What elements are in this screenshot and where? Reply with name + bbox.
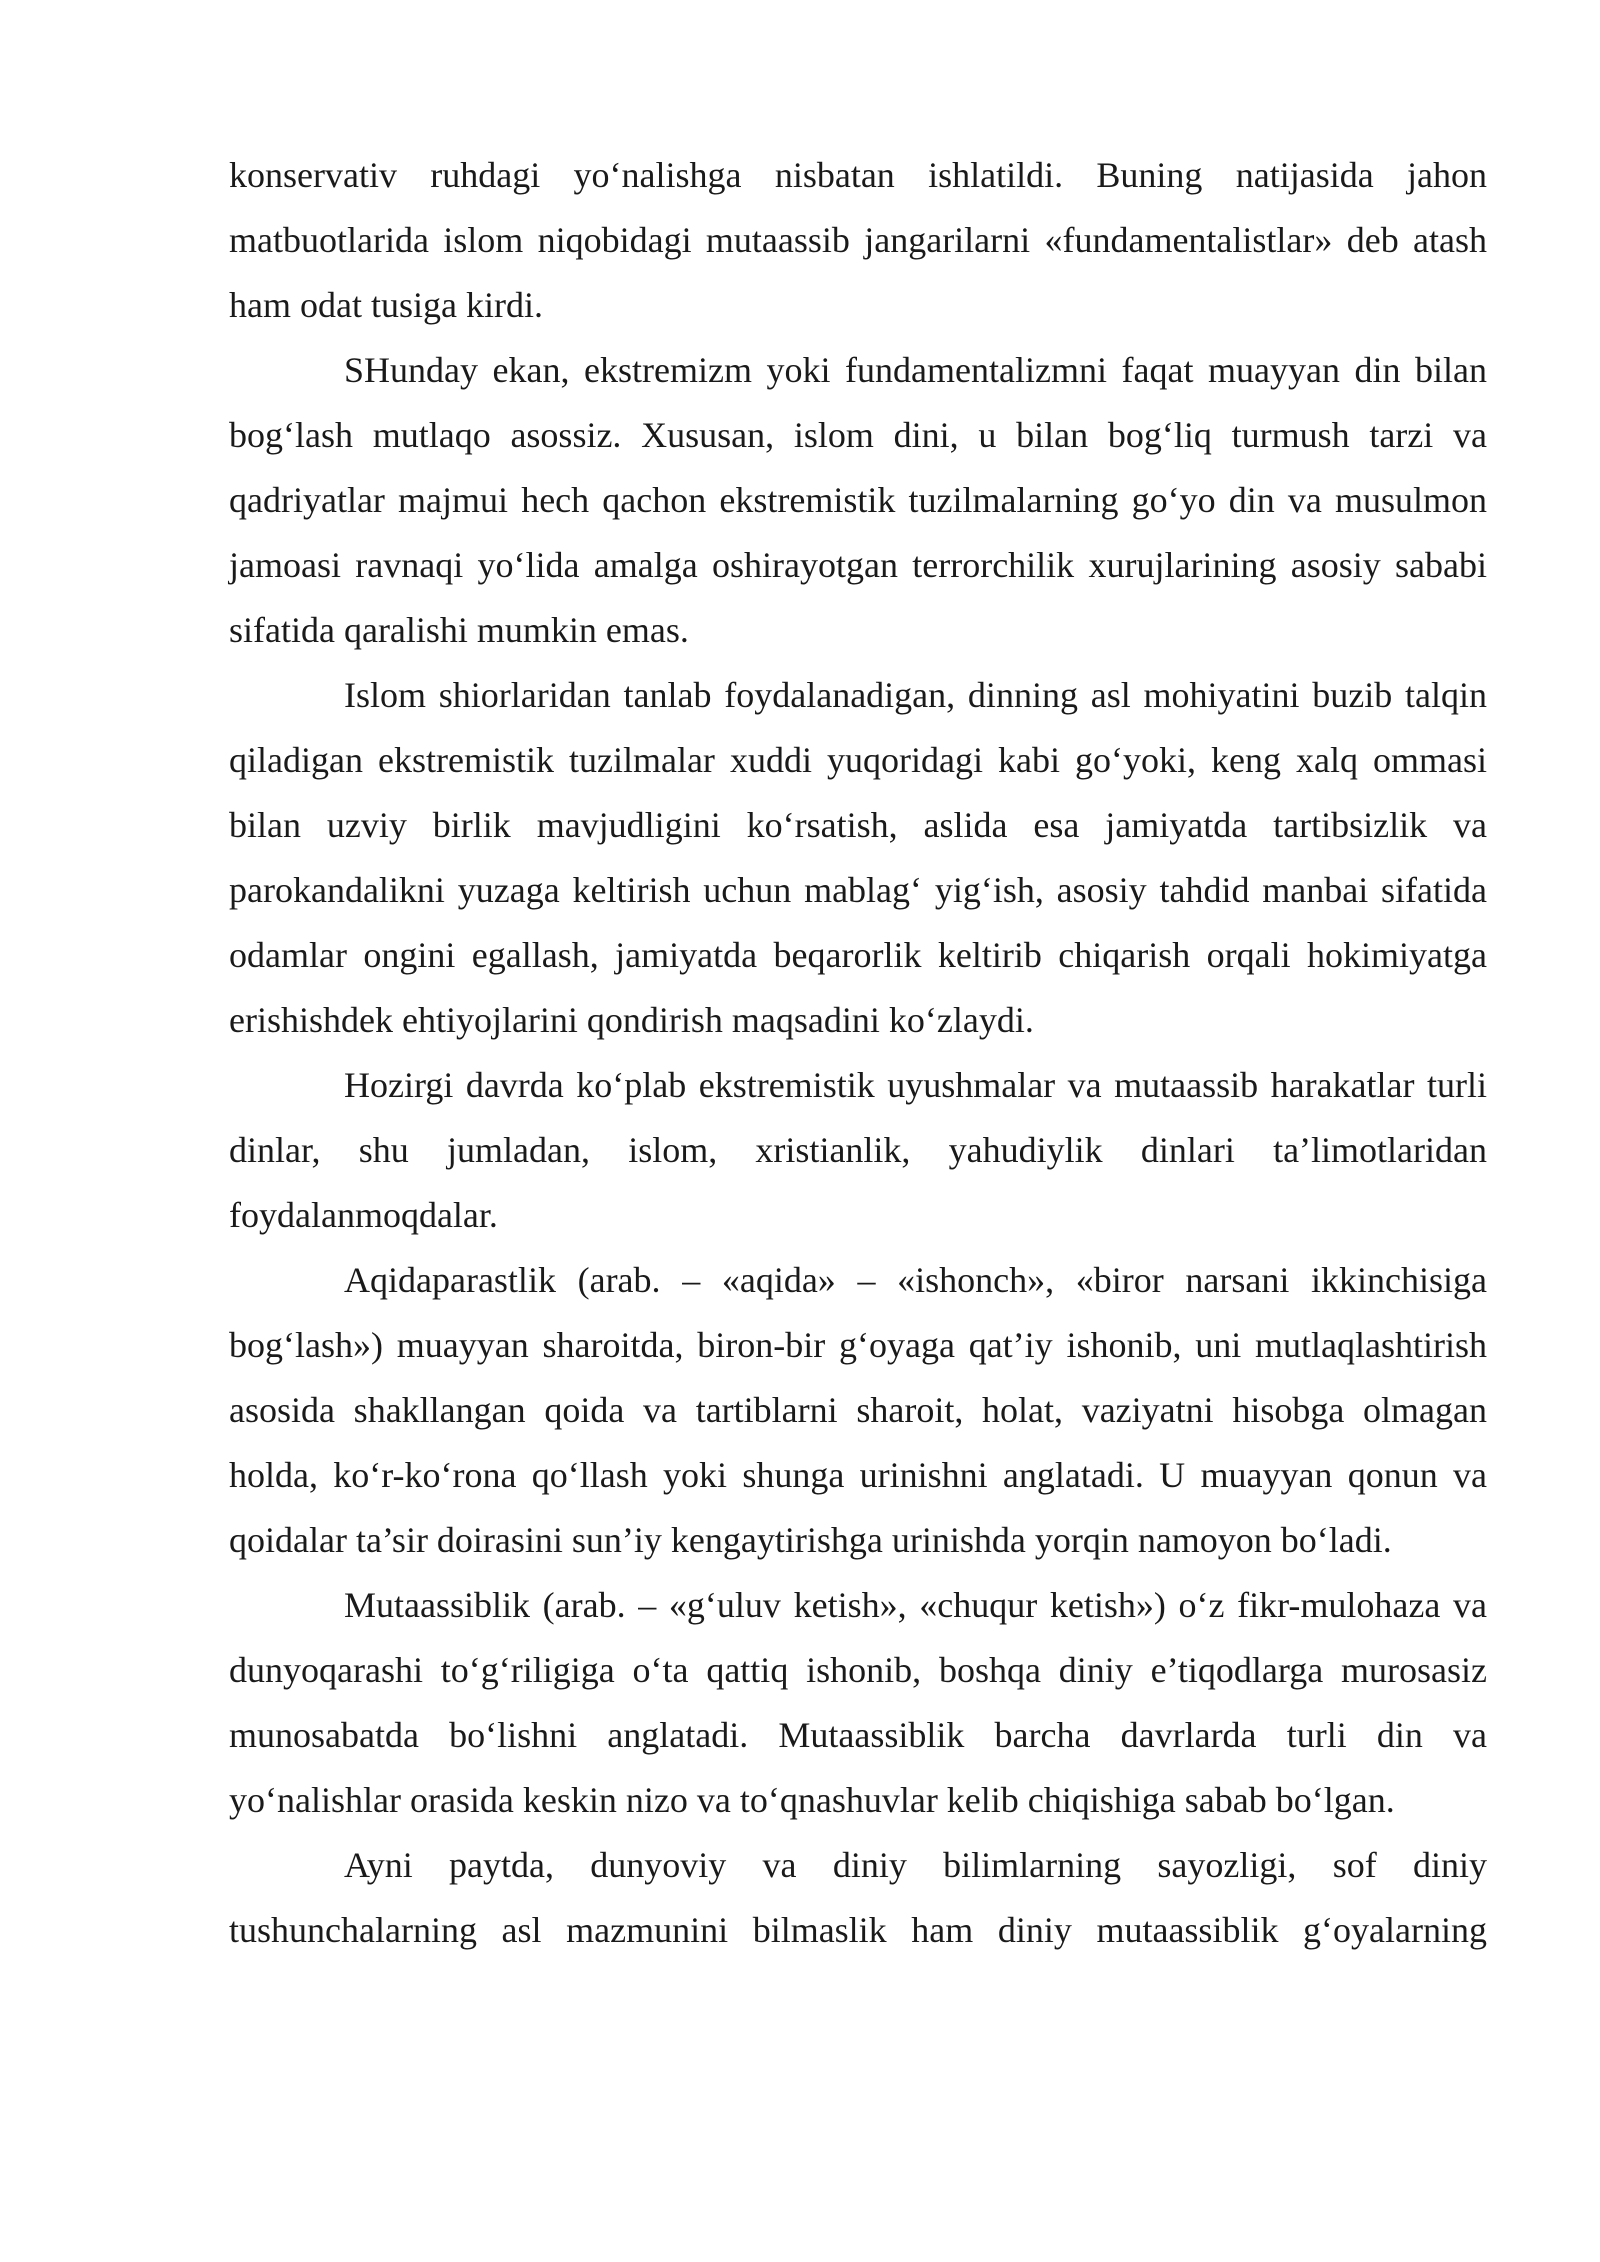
paragraph-4: Hozirgi davrda ko‘plab ekstremistik uyushmalar va mutaassib harakatlar turli dinlar, shu jumladan, islom, xristianlik, yahudiylik dinlari ta’limotlaridan foydalanmoqdalar.	[229, 1065, 1487, 1235]
document-page	[229, 143, 1487, 1963]
paragraph-6: Mutaassiblik (arab. – «g‘uluv ketish», «chuqur ketish») o‘z fikr-mulohaza va dunyoqarashi to‘g‘riligiga o‘ta qattiq ishonib, boshqa diniy e’tiqodlarga murosasiz munosabatda bo‘lishni anglatadi. Mutaassiblik barcha davrlarda turli din va yo‘nalishlar orasida keskin nizo va to‘qnashuvlar kelib chiqishiga sabab bo‘lgan.	[229, 1585, 1487, 1820]
paragraph-1: konservativ ruhdagi yo‘nalishga nisbatan ishlatildi. Buning natijasida jahon matbuotlarida islom niqobidagi mutaassib jangarilarni «fundamentalistlar» deb atash ham odat tusiga kirdi.	[229, 155, 1487, 325]
paragraph-2: SHunday ekan, ekstremizm yoki fundamentalizmni faqat muayyan din bilan bog‘lash mutlaqo asossiz. Xususan, islom dini, u bilan bog‘liq turmush tarzi va qadriyatlar majmui hech qachon ekstremistik tuzilmalarning go‘yo din va musulmon jamoasi ravnaqi yo‘lida amalga oshirayotgan terrorchilik xurujlarining asosiy sababi sifatida qaralishi mumkin emas.	[229, 350, 1487, 650]
paragraph-7: Ayni paytda, dunyoviy va diniy bilimlarning sayozligi, sof diniy tushunchalarning asl mazmunini bilmaslik ham diniy mutaassiblik g‘oyalarning	[229, 1845, 1487, 1950]
paragraph-3: Islom shiorlaridan tanlab foydalanadigan, dinning asl mohiyatini buzib talqin qiladigan ekstremistik tuzilmalar xuddi yuqoridagi kabi go‘yoki, keng xalq ommasi bilan uzviy birlik mavjudligini ko‘rsatish, aslida esa jamiyatda tartibsizlik va parokandalikni yuzaga keltirish uchun mablag‘ yig‘ish, asosiy tahdid manbai sifatida odamlar ongini egallash, jamiyatda beqarorlik keltirib chiqarish orqali hokimiyatga erishishdek ehtiyojlarini qondirish maqsadini ko‘zlaydi.	[229, 675, 1487, 1040]
paragraph-5: Aqidaparastlik (arab. – «aqida» – «ishonch», «biror narsani ikkinchisiga bog‘lash») muayyan sharoitda, biron-bir g‘oyaga qat’iy ishonib, uni mutlaqlashtirish asosida shakllangan qoida va tartiblarni sharoit, holat, vaziyatni hisobga olmagan holda, ko‘r-ko‘rona qo‘llash yoki shunga urinishni anglatadi. U muayyan qonun va qoidalar ta’sir doirasini sun’iy kengaytirishga urinishda yorqin namoyon bo‘ladi.	[229, 1260, 1487, 1560]
